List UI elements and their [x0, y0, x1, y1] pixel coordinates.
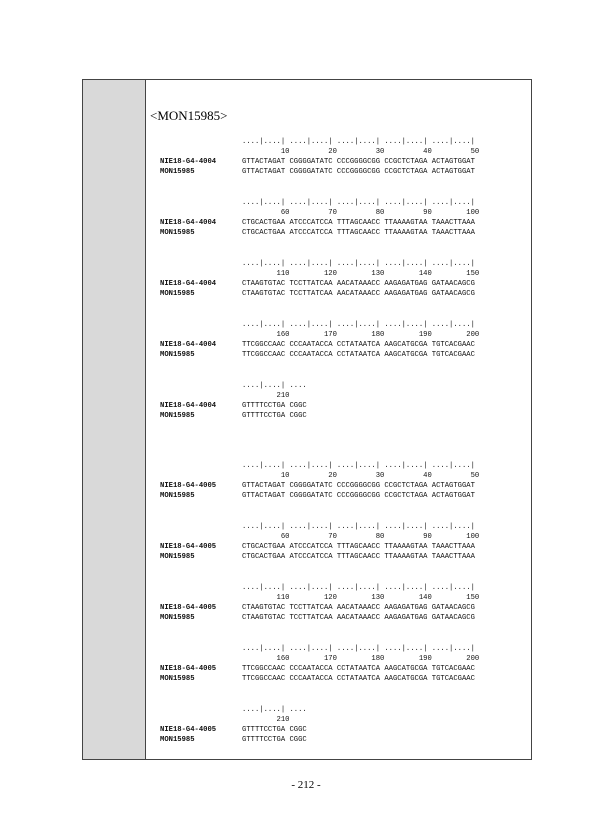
sequence-label: NIE18-G4-4004	[160, 402, 217, 410]
position-ruler: ....|....| ....	[242, 382, 307, 390]
sequence-label: MON15985	[160, 168, 195, 176]
section-title: <MON15985>	[150, 108, 228, 123]
position-numbers: 160 170 180 190 200	[242, 655, 480, 663]
position-numbers: 210	[242, 716, 290, 724]
sequence-label: MON15985	[160, 229, 195, 237]
sequence-row	[160, 725, 307, 735]
sequence-row	[160, 674, 479, 684]
position-ruler: ....|....| ....|....| ....|....| ....|....| ....|....|	[242, 584, 475, 592]
position-numbers: 160 170 180 190 200	[242, 331, 480, 339]
sequence-label: NIE18-G4-4005	[160, 665, 217, 673]
sequence-row	[160, 289, 479, 299]
sequence-text: CTGCACTGAA ATCCCATCCA TTTAGCAACC TTAAAAGTAA TAAACTTAAA	[242, 219, 475, 227]
alignment-block	[160, 644, 479, 684]
sequence-text: GTTACTAGAT CGGGGATATC CCCGGGGCGG CCGCTCTAGA ACTAGTGGAT	[242, 168, 475, 176]
sequence-row	[160, 411, 307, 421]
sequence-text: GTTTTCCTGA CGGC	[242, 736, 307, 744]
alignment-block	[160, 583, 479, 623]
alignment-block	[160, 198, 479, 238]
page-number: - 212 -	[291, 779, 321, 791]
position-ruler: ....|....| ....|....| ....|....| ....|....| ....|....|	[242, 321, 475, 329]
position-ruler: ....|....| ....|....| ....|....| ....|....| ....|....|	[242, 138, 475, 146]
sequence-text: GTTTTCCTGA CGGC	[242, 726, 307, 734]
position-numbers: 10 20 30 40 50	[242, 472, 480, 480]
sequence-label: NIE18-G4-4004	[160, 219, 217, 227]
sequence-text: TTCGGCCAAC CCCAATACCA CCTATAATCA AAGCATGCGA TGTCACGAAC	[242, 665, 475, 673]
sequence-label: NIE18-G4-4005	[160, 482, 217, 490]
sequence-label: NIE18-G4-4005	[160, 726, 217, 734]
sequence-label: NIE18-G4-4004	[160, 158, 217, 166]
alignment-block	[160, 137, 479, 177]
left-gutter	[83, 80, 146, 759]
alignment-block	[160, 705, 307, 745]
sequence-row	[160, 218, 479, 228]
sequence-text: GTTTTCCTGA CGGC	[242, 402, 307, 410]
sequence-row	[160, 552, 479, 562]
position-numbers: 60 70 80 90 100	[242, 533, 480, 541]
sequence-text: CTGCACTGAA ATCCCATCCA TTTAGCAACC TTAAAAGTAA TAAACTTAAA	[242, 229, 475, 237]
sequence-row	[160, 613, 479, 623]
sequence-text: GTTACTAGAT CGGGGATATC CCCGGGGCGG CCGCTCTAGA ACTAGTGGAT	[242, 492, 475, 500]
sequence-row	[160, 481, 479, 491]
alignment-block	[160, 381, 307, 421]
alignment-block	[160, 461, 479, 501]
position-numbers: 110 120 130 140 150	[242, 270, 480, 278]
position-numbers: 210	[242, 392, 290, 400]
sequence-row	[160, 340, 479, 350]
sequence-text: CTAAGTGTAC TCCTTATCAA AACATAAACC AAGAGATGAG GATAACAGCG	[242, 604, 475, 612]
sequence-label: MON15985	[160, 290, 195, 298]
position-numbers: 10 20 30 40 50	[242, 148, 480, 156]
sequence-label: NIE18-G4-4004	[160, 280, 217, 288]
alignment-block	[160, 320, 479, 360]
sequence-text: CTAAGTGTAC TCCTTATCAA AACATAAACC AAGAGATGAG GATAACAGCG	[242, 280, 475, 288]
sequence-row	[160, 735, 307, 745]
sequence-label: MON15985	[160, 553, 195, 561]
sequence-row	[160, 279, 479, 289]
position-ruler: ....|....| ....|....| ....|....| ....|....| ....|....|	[242, 462, 475, 470]
alignment-block	[160, 522, 479, 562]
position-ruler: ....|....| ....|....| ....|....| ....|....| ....|....|	[242, 645, 475, 653]
sequence-label: MON15985	[160, 675, 195, 683]
sequence-row	[160, 167, 479, 177]
sequence-row	[160, 664, 479, 674]
sequence-text: GTTACTAGAT CGGGGATATC CCCGGGGCGG CCGCTCTAGA ACTAGTGGAT	[242, 158, 475, 166]
position-numbers: 60 70 80 90 100	[242, 209, 480, 217]
sequence-text: TTCGGCCAAC CCCAATACCA CCTATAATCA AAGCATGCGA TGTCACGAAC	[242, 341, 475, 349]
sequence-text: CTGCACTGAA ATCCCATCCA TTTAGCAACC TTAAAAGTAA TAAACTTAAA	[242, 543, 475, 551]
sequence-label: MON15985	[160, 614, 195, 622]
alignment-block	[160, 259, 479, 299]
sequence-label: NIE18-G4-4005	[160, 604, 217, 612]
sequence-label: MON15985	[160, 351, 195, 359]
position-ruler: ....|....| ....	[242, 706, 307, 714]
sequence-text: GTTTTCCTGA CGGC	[242, 412, 307, 420]
position-ruler: ....|....| ....|....| ....|....| ....|....| ....|....|	[242, 523, 475, 531]
sequence-text: GTTACTAGAT CGGGGATATC CCCGGGGCGG CCGCTCTAGA ACTAGTGGAT	[242, 482, 475, 490]
position-ruler: ....|....| ....|....| ....|....| ....|....| ....|....|	[242, 260, 475, 268]
sequence-label: MON15985	[160, 736, 195, 744]
sequence-text: CTAAGTGTAC TCCTTATCAA AACATAAACC AAGAGATGAG GATAACAGCG	[242, 614, 475, 622]
sequence-row	[160, 603, 479, 613]
sequence-text: CTGCACTGAA ATCCCATCCA TTTAGCAACC TTAAAAGTAA TAAACTTAAA	[242, 553, 475, 561]
sequence-label: NIE18-G4-4004	[160, 341, 217, 349]
sequence-text: CTAAGTGTAC TCCTTATCAA AACATAAACC AAGAGATGAG GATAACAGCG	[242, 290, 475, 298]
sequence-text: TTCGGCCAAC CCCAATACCA CCTATAATCA AAGCATGCGA TGTCACGAAC	[242, 675, 475, 683]
sequence-label: NIE18-G4-4005	[160, 543, 217, 551]
sequence-label: MON15985	[160, 492, 195, 500]
sequence-row	[160, 542, 479, 552]
sequence-row	[160, 350, 479, 360]
position-ruler: ....|....| ....|....| ....|....| ....|....| ....|....|	[242, 199, 475, 207]
sequence-row	[160, 157, 479, 167]
sequence-row	[160, 401, 307, 411]
position-numbers: 110 120 130 140 150	[242, 594, 480, 602]
sequence-label: MON15985	[160, 412, 195, 420]
sequence-row	[160, 228, 479, 238]
sequence-row	[160, 491, 479, 501]
sequence-text: TTCGGCCAAC CCCAATACCA CCTATAATCA AAGCATGCGA TGTCACGAAC	[242, 351, 475, 359]
